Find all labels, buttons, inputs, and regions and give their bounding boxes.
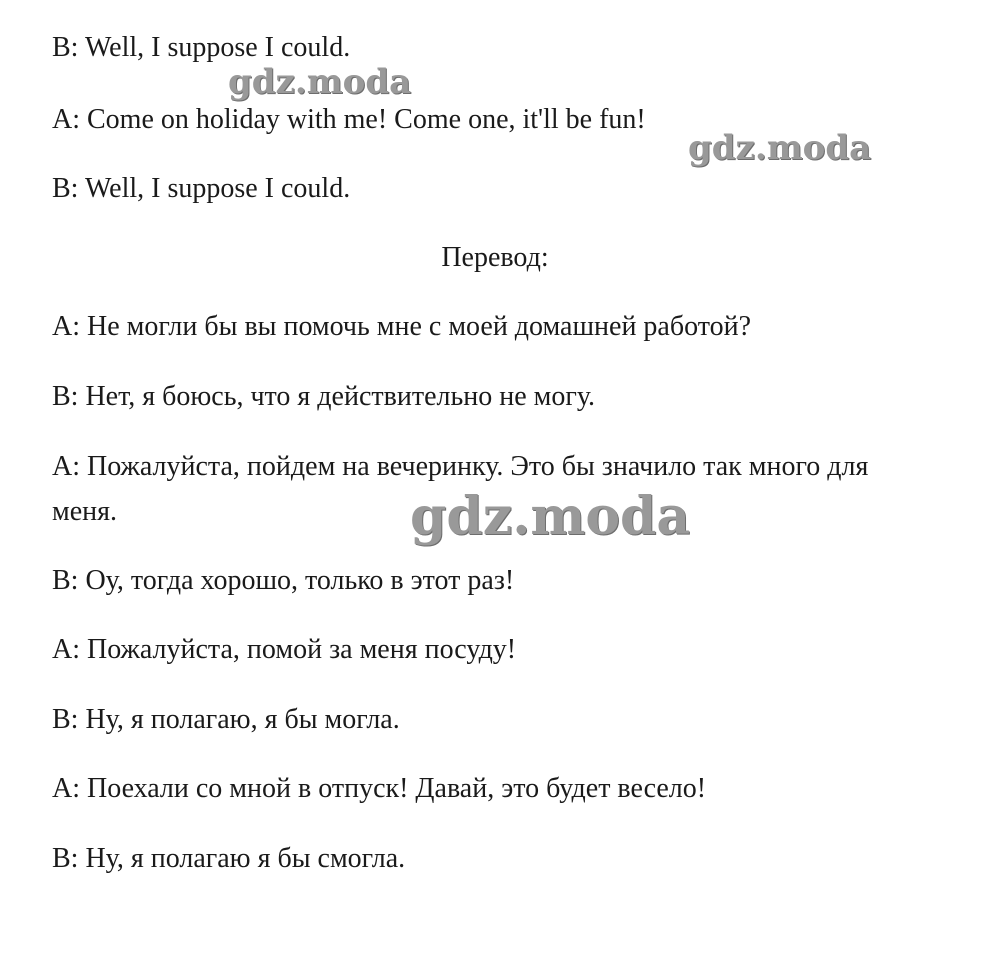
translation-line-a-1: A: Не могли бы вы помочь мне с моей домашней работой? — [52, 311, 752, 342]
dialogue-line-a-1: A: Come on holiday with me! Come one, it'll be fun! — [52, 104, 646, 135]
translation-line-a-2: A: Пожалуйста, пойдем на вечеринку. Это бы значило так много для — [52, 451, 869, 482]
translation-line-a-3: A: Пожалуйста, помой за меня посуду! — [52, 634, 517, 665]
translation-line-b-4: B: Ну, я полагаю я бы смогла. — [52, 843, 406, 874]
translation-line-b-1: B: Нет, я боюсь, что я действительно не могу. — [52, 381, 596, 412]
translation-line-b-2: B: Оу, тогда хорошо, только в этот раз! — [52, 565, 515, 596]
watermark-logo: gdz.moda — [228, 62, 412, 102]
translation-line-a-4: A: Поехали со мной в отпуск! Давай, это будет весело! — [52, 773, 707, 804]
translation-heading: Перевод: — [441, 242, 549, 273]
watermark-logo: gdz.moda — [688, 128, 872, 168]
translation-line-a-2-cont: меня. — [52, 496, 118, 527]
dialogue-line-b-2: B: Well, I suppose I could. — [52, 173, 351, 204]
translation-line-b-3: B: Ну, я полагаю, я бы могла. — [52, 704, 400, 735]
watermark-logo: gdz.moda — [410, 486, 691, 547]
dialogue-line-b-1: B: Well, I suppose I could. — [52, 32, 351, 63]
